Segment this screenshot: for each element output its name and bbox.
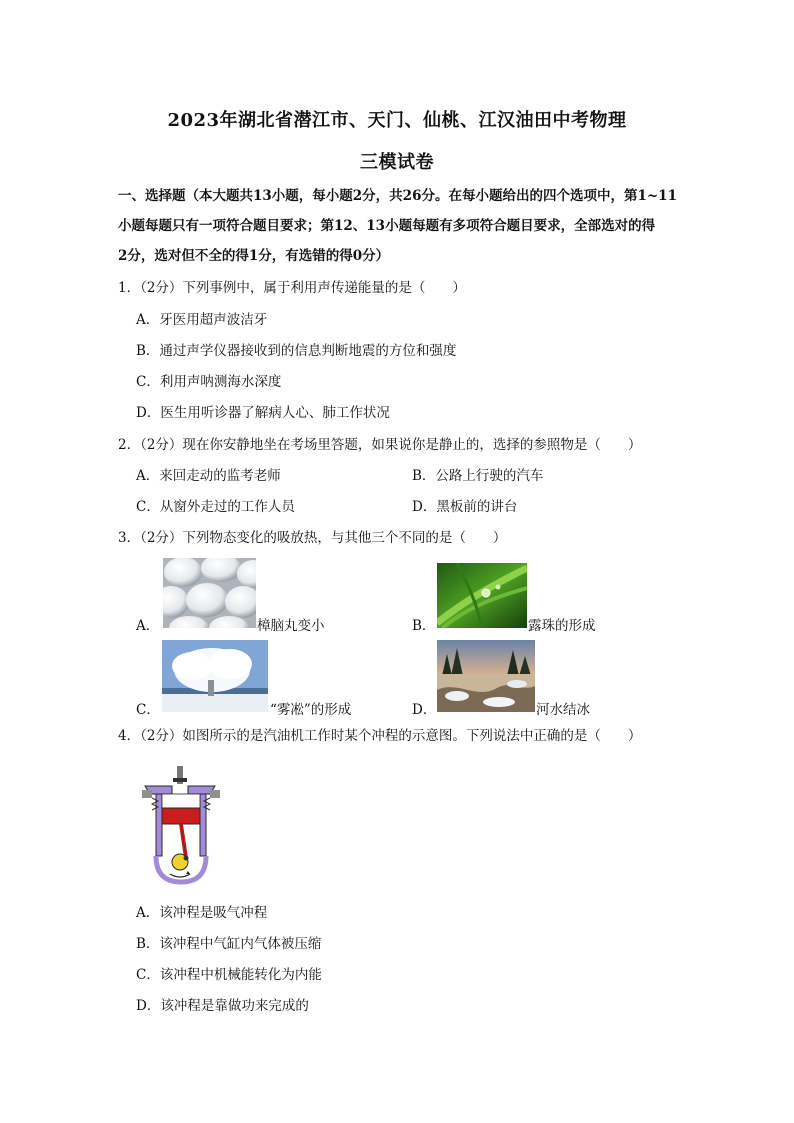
question-1-option-b: B．通过声学仪器接收到的信息判断地震的方位和强度 — [136, 343, 457, 359]
engine-stroke-diagram — [140, 764, 222, 886]
question-2-option-c: C．从窗外走过的工作人员 — [136, 499, 295, 515]
question-1-option-c: C．利用声呐测海水深度 — [136, 374, 282, 390]
question-2-option-b: B．公路上行驶的汽车 — [412, 468, 544, 484]
question-2-option-d: D．黑板前的讲台 — [412, 499, 518, 515]
rime-frost-tree-image — [162, 640, 268, 712]
question-3-stem: 3．（2分）下列物态变化的吸放热，与其他三个不同的是（ ） — [118, 530, 507, 546]
section-instructions-line2: 小题每题只有一项符合题目要求；第12、13小题每题有多项符合题目要求，全部选对的得 — [118, 218, 656, 234]
question-4-stem: 4．（2分）如图所示的是汽油机工作时某个冲程的示意图。下列说法中正确的是（ ） — [118, 728, 642, 744]
camphor-balls-image — [163, 558, 256, 628]
question-2-option-a: A．来回走动的监考老师 — [136, 468, 281, 484]
question-3-option-a-label: A． — [136, 618, 160, 634]
question-3-option-a-text: 樟脑丸变小 — [257, 618, 325, 634]
question-3-option-d-text: 河水结冰 — [536, 702, 590, 718]
question-1-option-a: A．牙医用超声波洁牙 — [136, 312, 268, 328]
exam-title-line2: 三模试卷 — [360, 152, 434, 173]
question-2-stem: 2．（2分）现在你安静地坐在考场里答题，如果说你是静止的，选择的参照物是（ ） — [118, 437, 642, 453]
question-3-option-b-text: 露珠的形成 — [528, 618, 596, 634]
question-1-option-d: D．医生用听诊器了解病人心、肺工作状况 — [136, 405, 390, 421]
exam-title-line1: 2023年湖北省潜江市、天门、仙桃、江汉油田中考物理 — [167, 110, 627, 131]
question-3-option-d-label: D． — [412, 702, 437, 718]
question-4-option-c: C．该冲程中机械能转化为内能 — [136, 967, 322, 983]
section-instructions-line3: 2分，选对但不全的得1分，有选错的得0分） — [118, 248, 390, 264]
question-4-option-a: A．该冲程是吸气冲程 — [136, 905, 268, 921]
dew-drop-grass-image — [437, 563, 527, 628]
question-4-option-d: D．该冲程是靠做功来完成的 — [136, 998, 309, 1014]
frozen-river-image — [437, 640, 535, 712]
question-3-option-c-label: C． — [136, 702, 160, 718]
question-3-option-c-text: “雾凇”的形成 — [270, 702, 352, 718]
question-4-option-b: B．该冲程中气缸内气体被压缩 — [136, 936, 322, 952]
question-1-stem: 1．（2分）下列事例中，属于利用声传递能量的是（ ） — [118, 280, 466, 296]
section-instructions-line1: 一、选择题（本大题共13小题，每小题2分，共26分。在每小题给出的四个选项中，第1~11 — [118, 188, 677, 204]
question-3-option-b-label: B． — [412, 618, 436, 634]
